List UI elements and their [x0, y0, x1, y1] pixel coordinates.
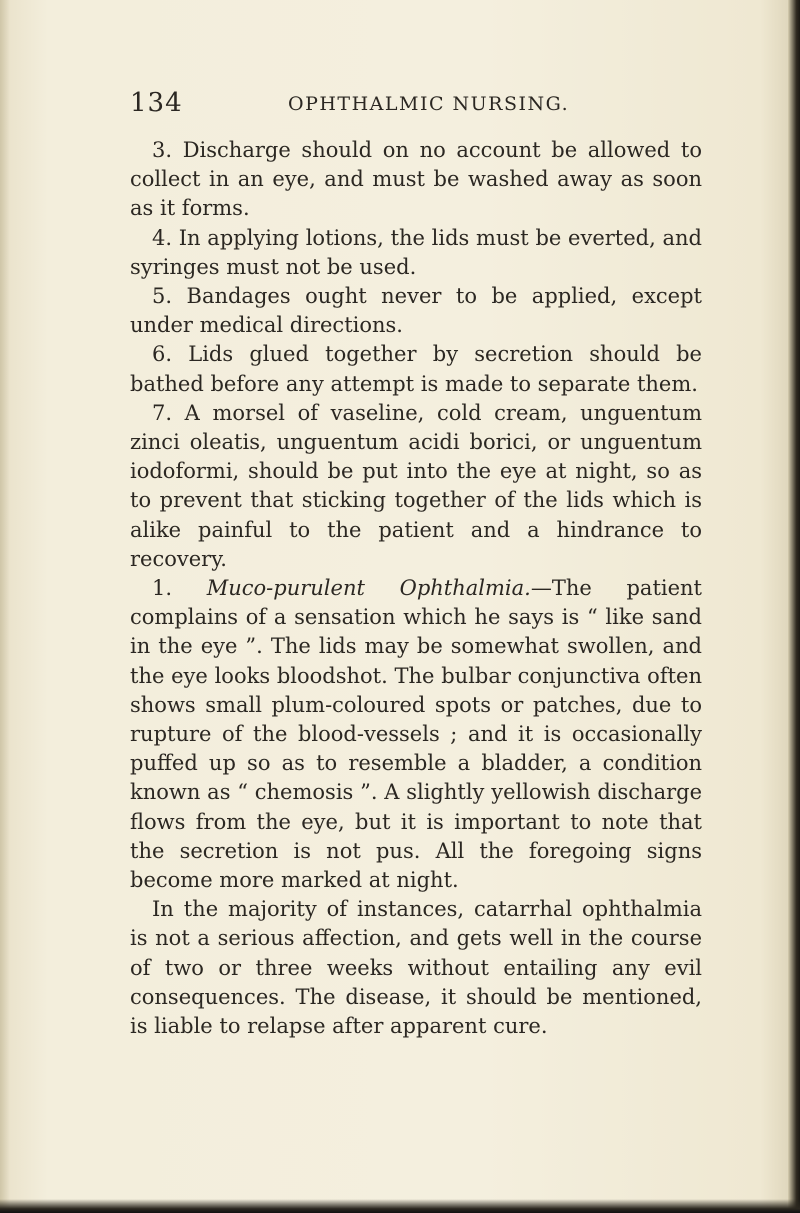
page-edge-right — [788, 0, 800, 1213]
running-head: OPHTHALMIC NURSING. — [288, 93, 570, 115]
page-edge-bottom — [0, 1199, 800, 1213]
section-number: 1. — [152, 576, 173, 601]
section-title: Muco-purulent Ophthalmia. — [206, 576, 531, 601]
paragraph-item-5: 5. Bandages ought never to be applied, except under medical directions. — [130, 284, 702, 338]
paragraph-item-7: 7. A morsel of vaseline, cold cream, unguentum zinci oleatis, unguentum acidi borici, or unguentum iodoformi, should be put into the eye at night, so as to prevent that sticking together of the lids which is alike painful to the patient and a hindrance to recovery. — [130, 400, 702, 571]
section-paragraph — [130, 574, 702, 895]
body-text — [130, 136, 702, 1041]
gutter-shadow — [0, 0, 10, 1213]
section-text: —The patient complains of a sensation which he says is “ like sand in the eye ”. The lids may be somewhat swollen, and the eye looks bloodshot. The bulbar conjunctiva often shows small plum-coloured spots or patches, due to rupture of the blood-vessels ; and it is occasionally puffed up so as to resemble a bladder, a condition known as “ chemosis ”. A slightly yellowish discharge flows from the eye, but it is important to note that the secretion is not pus. All the foregoing signs become more marked at night. — [130, 576, 702, 893]
paragraph-item-6: 6. Lids glued together by secretion should be bathed before any attempt is made to separate them. — [130, 342, 702, 396]
page-header — [0, 88, 800, 118]
closing-paragraph: In the majority of instances, catarrhal ophthalmia is not a serious affection, and gets well in the course of two or three weeks without entailing any evil consequences. The disease, it should be mentioned, is liable to relapse after apparent cure. — [130, 897, 702, 1039]
paragraph-item-3: 3. Discharge should on no account be allowed to collect in an eye, and must be washed away as soon as it forms. — [130, 138, 702, 221]
page-number: 134 — [130, 88, 183, 118]
paragraph-item-4: 4. In applying lotions, the lids must be everted, and syringes must not be used. — [130, 225, 702, 279]
